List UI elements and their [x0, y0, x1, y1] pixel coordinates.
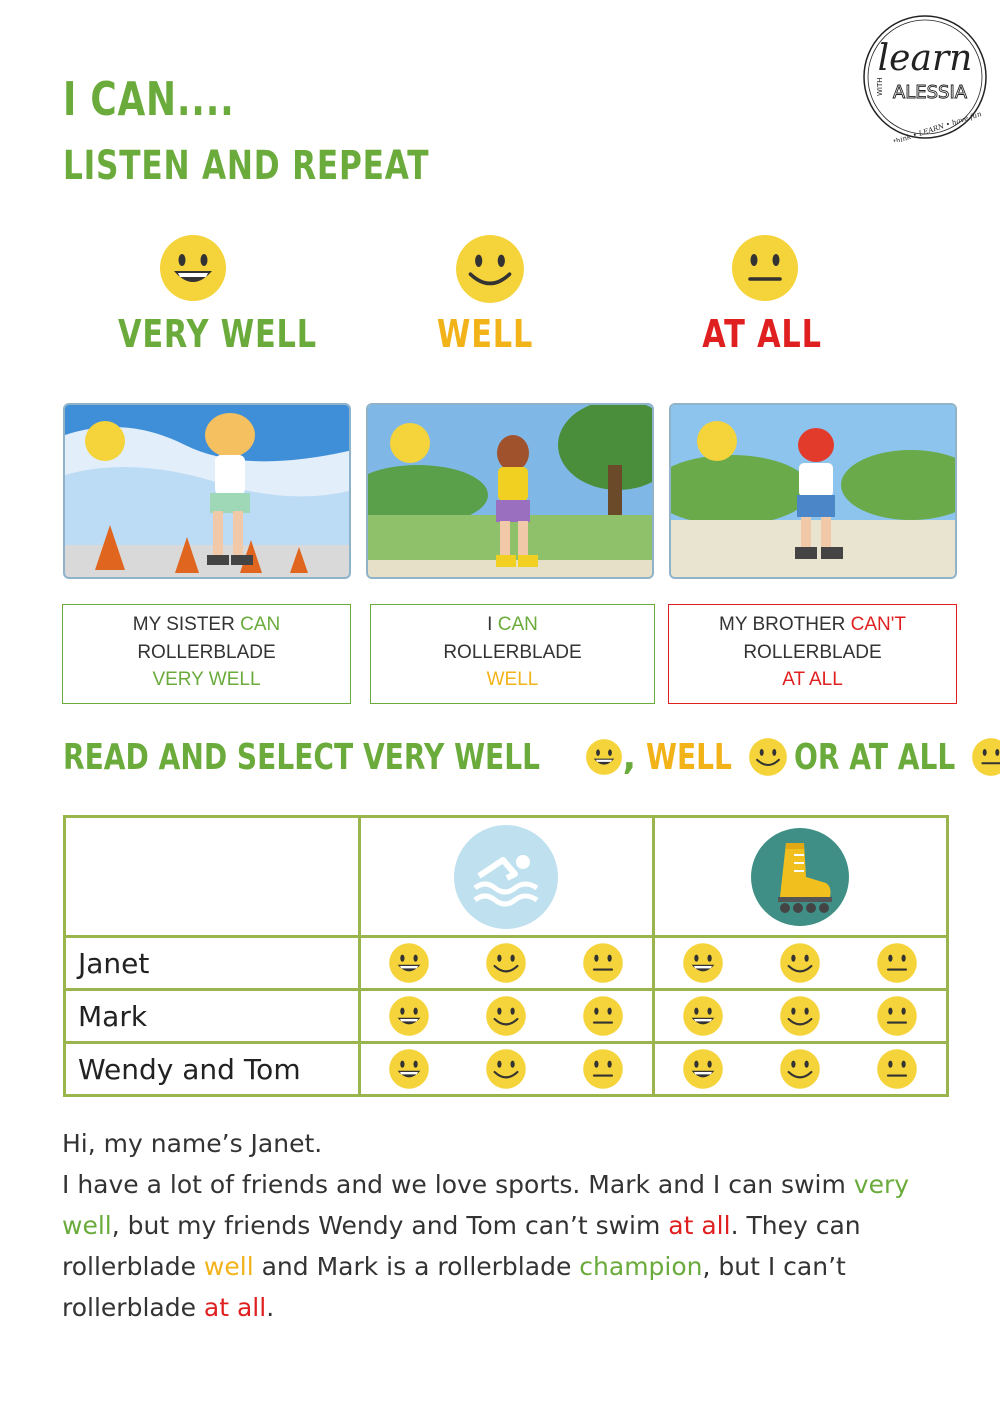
text-s6: . [266, 1293, 275, 1322]
face-at-all-icon [971, 737, 1000, 777]
text-s5: , but I can’t rollerblade [62, 1252, 846, 1322]
face-very-well-icon[interactable] [682, 942, 724, 984]
face-at-all-icon[interactable] [582, 995, 624, 1037]
instruction [63, 734, 1000, 780]
caption-me-level: WELL [486, 669, 539, 690]
text-h4: champion [579, 1252, 703, 1281]
row-name-janet: Janet [65, 937, 360, 990]
text-s3: . They can rollerblade [62, 1211, 861, 1281]
rollerskate-icon [750, 827, 850, 927]
table-header-rollerskate [653, 817, 947, 937]
face-at-all-icon[interactable] [876, 995, 918, 1037]
instruction-part1: READ AND SELECT VERY WELL [63, 736, 541, 778]
table-header-blank [65, 817, 360, 937]
text-s4: and Mark is a rollerblade [253, 1252, 580, 1281]
section-title-listen: LISTEN AND REPEAT [63, 143, 430, 189]
activity-table [63, 815, 949, 1097]
caption-brother [668, 604, 957, 704]
instruction-part4: OR AT ALL [794, 736, 956, 778]
text-s1: I have a lot of friends and we love sports. Mark and I can swim [62, 1170, 854, 1199]
face-very-well-icon[interactable] [682, 995, 724, 1037]
row-name-wendy-and-tom: Wendy and Tom [65, 1043, 360, 1096]
row-name-mark: Mark [65, 990, 360, 1043]
caption-me-verb: CAN [497, 614, 538, 635]
face-very-well-icon [158, 233, 228, 307]
text-h3: well [203, 1252, 254, 1281]
mark-swim-cell [359, 990, 653, 1043]
caption-me [370, 604, 655, 704]
page-title: I CAN.... [63, 72, 235, 126]
caption-me-line2: ROLLERBLADE [443, 641, 582, 663]
table-row [65, 1043, 948, 1096]
text-h1: very well [62, 1170, 910, 1240]
illustration-brother [669, 403, 957, 579]
face-well-icon[interactable] [485, 942, 527, 984]
text-h2: at all [668, 1211, 731, 1240]
level-label-well: WELL [436, 312, 534, 356]
face-well-icon[interactable] [779, 995, 821, 1037]
face-very-well-icon[interactable] [682, 1048, 724, 1090]
janet-rollerblade-cell [653, 937, 947, 990]
wendy-tom-rollerblade-cell [653, 1043, 947, 1096]
table-header-row [65, 817, 948, 937]
face-at-all-icon[interactable] [582, 1048, 624, 1090]
logo-name: ALESSIA [892, 82, 968, 103]
illustration-me [366, 403, 654, 579]
swimming-icon [453, 824, 559, 930]
reading-text [62, 1123, 962, 1328]
face-well-icon[interactable] [779, 942, 821, 984]
wendy-tom-swim-cell [359, 1043, 653, 1096]
face-at-all-icon[interactable] [582, 942, 624, 984]
reading-line-1: Hi, my name’s Janet. [62, 1129, 323, 1158]
face-well-icon [748, 737, 788, 777]
face-well-icon [454, 233, 526, 309]
caption-brother-pre: MY BROTHER [719, 614, 851, 635]
caption-sister-verb: CAN [240, 614, 281, 635]
logo-tagline: think • LEARN • have fun [892, 110, 983, 142]
text-s2: , but my friends Wendy and Tom can’t swim [111, 1211, 669, 1240]
face-very-well-icon [585, 738, 623, 776]
face-at-all-icon[interactable] [876, 1048, 918, 1090]
instruction-part2: , [622, 736, 637, 778]
caption-brother-verb: CAN'T [850, 614, 906, 635]
table-row [65, 937, 948, 990]
face-at-all-icon [730, 233, 800, 307]
face-well-icon[interactable] [779, 1048, 821, 1090]
face-well-icon[interactable] [485, 995, 527, 1037]
caption-sister-line2: ROLLERBLADE [137, 641, 276, 663]
mark-rollerblade-cell [653, 990, 947, 1043]
caption-sister [62, 604, 351, 704]
face-very-well-icon[interactable] [388, 942, 430, 984]
table-header-swim [359, 817, 653, 937]
reading-paragraph [62, 1164, 962, 1328]
level-label-very-well: VERY WELL [118, 312, 317, 356]
caption-brother-level: AT ALL [782, 669, 843, 690]
logo-learn: learn [877, 38, 973, 79]
instruction-part3: WELL [646, 736, 733, 778]
face-at-all-icon[interactable] [876, 942, 918, 984]
face-very-well-icon[interactable] [388, 995, 430, 1037]
logo-with: WITH [876, 77, 884, 96]
face-well-icon[interactable] [485, 1048, 527, 1090]
caption-brother-line2: ROLLERBLADE [743, 641, 882, 663]
text-h5: at all [203, 1293, 267, 1322]
caption-sister-level: VERY WELL [152, 669, 261, 690]
caption-sister-pre: MY SISTER [132, 614, 241, 635]
illustration-sister [63, 403, 351, 579]
caption-me-pre: I [487, 614, 498, 635]
level-label-at-all: AT ALL [702, 312, 822, 356]
logo [860, 12, 990, 142]
table-row [65, 990, 948, 1043]
face-very-well-icon[interactable] [388, 1048, 430, 1090]
janet-swim-cell [359, 937, 653, 990]
